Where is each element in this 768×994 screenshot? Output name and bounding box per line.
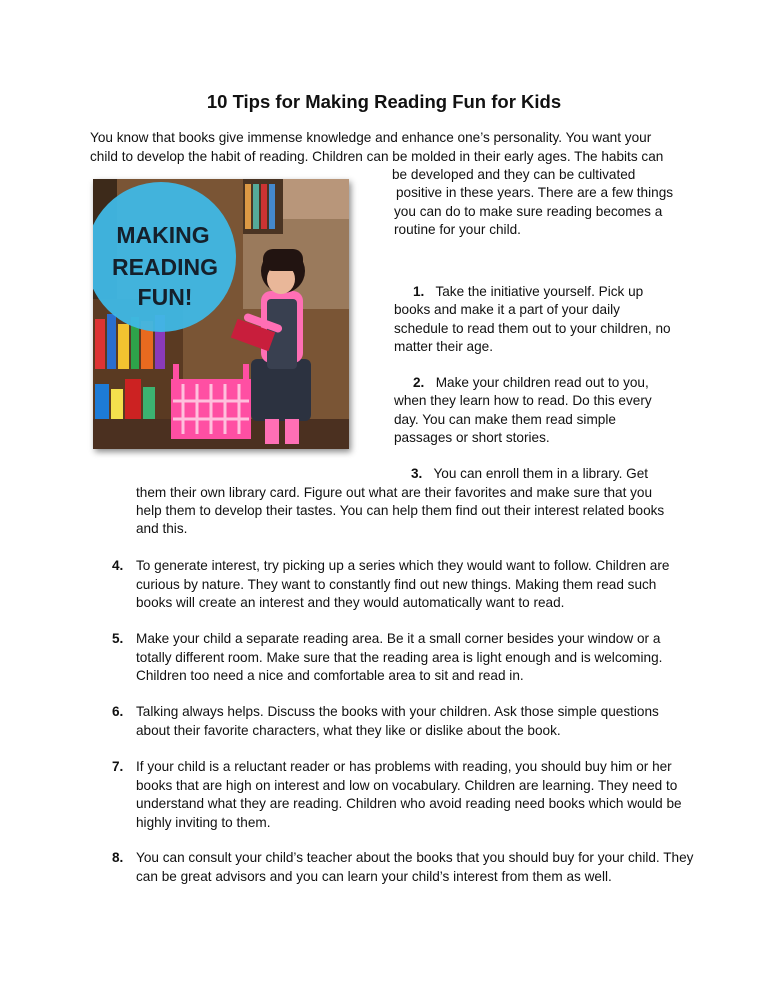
badge-line-1: MAKING	[116, 222, 210, 248]
tip-7-number: 7.	[112, 759, 124, 774]
document-title: 10 Tips for Making Reading Fun for Kids	[206, 91, 562, 112]
intro-line: be developed and they can be cultivated	[392, 167, 636, 182]
tip-6-number: 6.	[112, 704, 124, 719]
intro-line: positive in these years. There are a few things	[396, 185, 674, 200]
tip-2-number: 2.	[413, 375, 425, 390]
tip-3-line: help them to develop their tastes. You can help them find out their interest related books	[136, 503, 665, 518]
tip-3-line: and this.	[136, 521, 188, 536]
tip-2-text: Make your children read out to you,	[435, 375, 649, 390]
tip-1-line: books and make it a part of your daily	[394, 302, 620, 317]
intro-line: child to develop the habit of reading. Children can be molded in their early ages. The habits can	[90, 149, 664, 164]
tip-8-text: You can consult your child’s teacher about the books that you should buy for your child. They can be great advisors and you can learn your child’s interest from them as well.	[136, 850, 694, 884]
tip-5-text: Make your child a separate reading area. Be it a small corner besides your window or a totally different room. Make sure that the reading area is light enough and is welcoming. Children too need a nice and comfortable area to sit and read in.	[136, 631, 663, 683]
tip-5-number: 5.	[112, 631, 124, 646]
tip-8-number: 8.	[112, 850, 124, 865]
tip-3-line: them their own library card. Figure out what are their favorites and make sure that you	[136, 485, 653, 500]
tip-4-text: To generate interest, try picking up a series which they would want to follow. Children are curious by nature. They want to constantly find out new things. Making them read such books will create an interest and they would automatically want to read.	[136, 558, 670, 610]
tip-1-first-line	[413, 283, 643, 301]
tip-7-text: If your child is a reluctant reader or has problems with reading, you should buy him or her books that are high on interest and low on vocabulary. Children are learning. They need to understand what they are reading. Children who avoid reading need books which would be highly inviting to them.	[136, 759, 682, 830]
tip-1-line: matter their age.	[394, 339, 493, 354]
intro-line: You know that books give immense knowledge and enhance one’s personality. You want your	[90, 130, 652, 145]
tip-4-number: 4.	[112, 558, 124, 573]
badge-line-3: FUN!	[137, 284, 193, 310]
tip-3-text: You can enroll them in a library. Get	[433, 466, 649, 481]
badge-line-2: READING	[111, 254, 219, 280]
tip-3-number: 3.	[411, 466, 423, 481]
tip-2-line: day. You can make them read simple	[394, 412, 616, 427]
tip-2-line: passages or short stories.	[394, 430, 550, 445]
tip-1-number: 1.	[413, 284, 425, 299]
tip-1-text: Take the initiative yourself. Pick up	[435, 284, 644, 299]
intro-line: routine for your child.	[394, 222, 521, 237]
child-reading-illustration	[93, 179, 349, 449]
tip-6-text: Talking always helps. Discuss the books with your children. Ask those simple questions about their favorite characters, what they like or dislike about the book.	[136, 704, 659, 738]
tip-2-first-line	[413, 374, 649, 392]
reading-fun-photo	[93, 179, 349, 449]
tip-1-line: schedule to read them out to your children, no	[394, 321, 671, 336]
tip-2-line: when they learn how to read. Do this every	[394, 393, 652, 408]
intro-line: you can do to make sure reading becomes a	[394, 204, 663, 219]
tip-3-first-line	[411, 465, 648, 483]
